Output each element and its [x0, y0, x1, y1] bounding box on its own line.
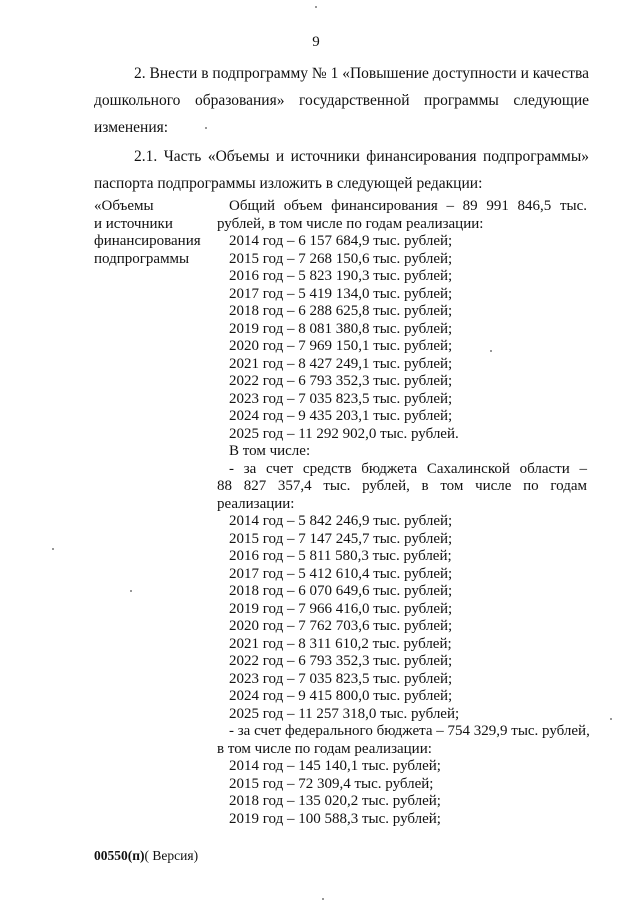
page-number: 9 [312, 34, 320, 50]
total-year-row: 2025 год – 11 292 902,0 тыс. рублей. [229, 425, 459, 442]
federal-year-row: 2019 год – 100 588,3 тыс. рублей; [229, 810, 441, 827]
table-right-column [217, 198, 590, 828]
regional-year-row: 2016 год – 5 811 580,3 тыс. рублей; [229, 548, 452, 564]
scan-speck [52, 548, 54, 550]
regional-year-row: 2020 год – 7 762 703,6 тыс. рублей; [229, 618, 453, 634]
scan-speck [315, 6, 317, 8]
paragraph-amendment-intro [94, 60, 589, 141]
paragraph-line: дошкольного образования» государственной программы следующие [94, 92, 589, 109]
federal-year-row: 2015 год – 72 309,4 тыс. рублей; [229, 775, 434, 792]
scan-speck [205, 127, 207, 129]
regional-year-row: 2023 год – 7 035 823,5 тыс. рублей; [229, 670, 453, 687]
total-year-row: 2018 год – 6 288 625,8 тыс. рублей; [229, 303, 453, 319]
document-code: 00550(п) [94, 848, 145, 863]
paragraph-line: изменения: [94, 119, 169, 136]
regional-year-row: 2021 год – 8 311 610,2 тыс. рублей; [229, 635, 452, 652]
total-year-row: 2022 год – 6 793 352,3 тыс. рублей; [229, 373, 453, 389]
federal-year-row: 2014 год – 145 140,1 тыс. рублей; [229, 758, 441, 774]
left-cell-line: подпрограммы [94, 250, 190, 267]
scan-speck [130, 590, 132, 592]
regional-year-row: 2015 год – 7 147 245,7 тыс. рублей; [229, 530, 453, 547]
left-cell-line: «Объемы [94, 198, 154, 214]
total-year-row: 2019 год – 8 081 380,8 тыс. рублей; [229, 320, 453, 337]
table-left-column [94, 198, 214, 268]
total-year-row: 2015 год – 7 268 150,6 тыс. рублей; [229, 250, 453, 267]
federal-budget-line: в том числе по годам реализации: [217, 740, 432, 757]
regional-year-row: 2018 год – 6 070 649,6 тыс. рублей; [229, 583, 453, 599]
total-year-row: 2021 год – 8 427 249,1 тыс. рублей; [229, 355, 453, 372]
total-year-row: 2016 год – 5 823 190,3 тыс. рублей; [229, 268, 453, 284]
paragraph-line: паспорта подпрограммы изложить в следующей редакции: [94, 175, 483, 192]
total-funding-line: рублей, в том числе по годам реализации: [217, 215, 484, 232]
regional-year-row: 2014 год – 5 842 246,9 тыс. рублей; [229, 513, 453, 529]
regional-budget-line: реализации: [217, 495, 295, 512]
regional-year-row: 2022 год – 6 793 352,3 тыс. рублей; [229, 653, 453, 669]
regional-year-row: 2025 год – 11 257 318,0 тыс. рублей; [229, 705, 460, 722]
federal-year-row: 2018 год – 135 020,2 тыс. рублей; [229, 793, 441, 809]
regional-year-row: 2024 год – 9 415 800,0 тыс. рублей; [229, 688, 453, 704]
left-cell-line: и источники [94, 215, 173, 232]
scan-speck [610, 718, 612, 720]
regional-budget-line: 88 827 357,4 тыс. рублей, в том числе по годам [217, 478, 587, 494]
federal-budget-line: - за счет федерального бюджета – 754 329,9 тыс. рублей, [229, 723, 590, 739]
scan-speck [322, 898, 324, 900]
including-label: В том числе: [229, 443, 311, 459]
total-year-row: 2017 год – 5 419 134,0 тыс. рублей; [229, 285, 453, 302]
total-funding-line: Общий объем финансирования – 89 991 846,5 тыс. [229, 198, 587, 214]
paragraph-line: 2. Внести в подпрограмму № 1 «Повышение доступности и качества [134, 65, 590, 82]
paragraph-line: 2.1. Часть «Объемы и источники финансирования подпрограммы» [134, 148, 589, 165]
total-year-row: 2014 год – 6 157 684,9 тыс. рублей; [229, 233, 453, 249]
regional-year-row: 2019 год – 7 966 416,0 тыс. рублей; [229, 600, 453, 617]
scan-speck [490, 350, 492, 352]
document-version: ( Версия) [144, 848, 199, 863]
document-footer [94, 848, 198, 864]
regional-year-row: 2017 год – 5 412 610,4 тыс. рублей; [229, 565, 453, 582]
left-cell-line: финансирования [94, 233, 201, 249]
regional-budget-line: - за счет средств бюджета Сахалинской области – [229, 460, 587, 477]
total-year-row: 2023 год – 7 035 823,5 тыс. рублей; [229, 390, 453, 407]
paragraph-section-2-1 [94, 143, 589, 197]
total-year-row: 2020 год – 7 969 150,1 тыс. рублей; [229, 338, 453, 354]
total-year-row: 2024 год – 9 435 203,1 тыс. рублей; [229, 408, 453, 424]
